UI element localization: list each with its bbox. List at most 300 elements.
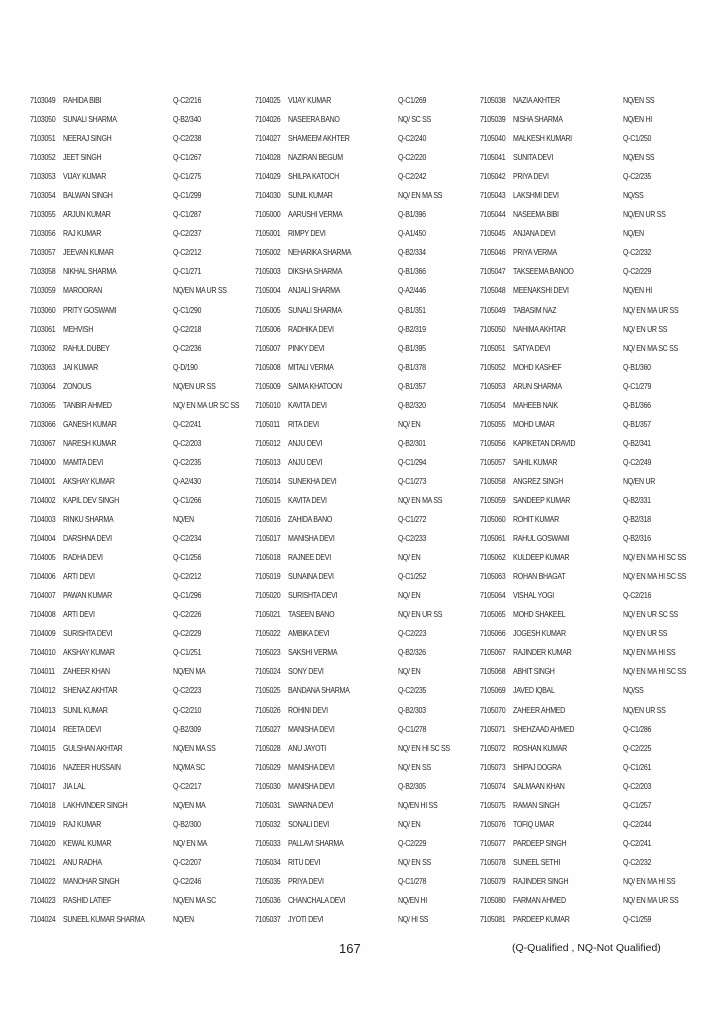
result-row <box>480 284 705 303</box>
candidate-name: GANESH KUMAR <box>63 419 117 429</box>
roll-number: 7105045 <box>480 229 506 239</box>
roll-number: 7105025 <box>255 686 281 696</box>
result-row <box>255 284 480 303</box>
candidate-name: KEWAL KUMAR <box>63 838 112 848</box>
result-row <box>480 627 705 646</box>
result-row <box>255 399 480 418</box>
candidate-name: ZAHEER KHAN <box>63 667 110 677</box>
result-row <box>255 227 480 246</box>
result-status: NQ/EN <box>173 915 194 925</box>
candidate-name: KULDEEP KUMAR <box>513 553 570 563</box>
candidate-name: SUNIL KUMAR <box>63 705 108 715</box>
roll-number: 7105070 <box>480 705 506 715</box>
result-row <box>30 475 255 494</box>
result-row <box>255 437 480 456</box>
candidate-name: VIJAY KUMAR <box>288 96 331 105</box>
result-row <box>480 94 705 113</box>
roll-number: 7105079 <box>480 876 506 886</box>
roll-number: 7105044 <box>480 210 506 220</box>
result-status: Q-C1/257 <box>623 800 652 810</box>
result-row <box>255 151 480 170</box>
candidate-name: RAJINDER SINGH <box>513 876 569 886</box>
roll-number: 7105043 <box>480 191 506 201</box>
result-status: NQ/ EN MA UR SC SS <box>173 400 240 410</box>
candidate-name: ANJU DEVI <box>288 457 323 467</box>
result-status: Q-B2/340 <box>173 115 201 125</box>
result-status: NQ/SS <box>623 191 644 201</box>
result-status: NQ/EN <box>173 515 194 525</box>
roll-number: 7105030 <box>255 781 281 791</box>
roll-number: 7103049 <box>30 96 56 105</box>
roll-number: 7105075 <box>480 800 506 810</box>
result-status: Q-C2/229 <box>623 267 652 277</box>
result-status: NQ/EN MA <box>173 800 206 810</box>
result-status: Q-C1/299 <box>173 191 202 201</box>
result-row <box>255 342 480 361</box>
result-status: Q-C2/241 <box>173 419 202 429</box>
result-status: Q-C2/233 <box>398 534 427 544</box>
roll-number: 7105031 <box>255 800 281 810</box>
candidate-name: RAJINDER KUMAR <box>513 648 572 658</box>
result-status: NQ/ EN SS <box>398 762 431 772</box>
result-row <box>255 684 480 703</box>
roll-number: 7104026 <box>255 115 281 125</box>
result-row <box>480 399 705 418</box>
result-status: Q-A2/446 <box>398 286 426 296</box>
result-row <box>30 304 255 323</box>
result-row <box>480 608 705 627</box>
result-row <box>30 208 255 227</box>
result-row <box>30 380 255 399</box>
roll-number: 7105001 <box>255 229 281 239</box>
result-status: NQ/ EN MA <box>173 838 208 848</box>
result-status: Q-C2/203 <box>623 781 652 791</box>
roll-number: 7105003 <box>255 267 281 277</box>
result-status: NQ/EN UR SS <box>623 210 666 220</box>
candidate-name: PRIYA VERMA <box>513 248 557 258</box>
candidate-name: SWARNA DEVI <box>288 800 334 810</box>
result-status: Q-C2/236 <box>173 343 202 353</box>
roll-number: 7105061 <box>480 534 506 544</box>
result-status: Q-B2/300 <box>173 819 201 829</box>
result-status: Q-B1/357 <box>398 381 426 391</box>
result-status: NQ/ EN <box>398 667 421 677</box>
candidate-name: SATYA DEVI <box>513 343 551 353</box>
result-row <box>255 589 480 608</box>
result-row <box>480 456 705 475</box>
result-status: Q-A2/430 <box>173 476 201 486</box>
result-row <box>30 227 255 246</box>
roll-number: 7105080 <box>480 895 506 905</box>
candidate-name: AARUSHI VERMA <box>288 210 343 220</box>
result-status: Q-C2/235 <box>398 686 427 696</box>
roll-number: 7105069 <box>480 686 506 696</box>
candidate-name: SALMAAN KHAN <box>513 781 565 791</box>
result-status: Q-B1/360 <box>623 362 651 372</box>
result-status: NQ/EN HI <box>623 115 652 125</box>
candidate-name: ANU JAYOTI <box>288 743 326 753</box>
result-row <box>30 418 255 437</box>
result-row <box>255 818 480 837</box>
result-status: NQ/ EN MA SC SS <box>623 343 678 353</box>
candidate-name: RITA DEVI <box>288 419 319 429</box>
candidate-name: DARSHNA DEVI <box>63 534 112 544</box>
roll-number: 7105063 <box>480 572 506 582</box>
candidate-name: ZONOUS <box>63 381 92 391</box>
roll-number: 7104020 <box>30 838 56 848</box>
roll-number: 7105002 <box>255 248 281 258</box>
result-status: Q-C2/246 <box>173 876 202 886</box>
result-status: NQ/ SC SS <box>398 115 431 125</box>
candidate-name: RADHA DEVI <box>63 553 103 563</box>
roll-number: 7104013 <box>30 705 56 715</box>
roll-number: 7103057 <box>30 248 56 258</box>
result-status: NQ/ EN <box>398 819 421 829</box>
result-status: Q-B1/366 <box>623 400 651 410</box>
roll-number: 7104007 <box>30 591 56 601</box>
result-row <box>480 684 705 703</box>
candidate-name: KAVITA DEVI <box>288 495 327 505</box>
result-row <box>480 570 705 589</box>
result-row <box>480 589 705 608</box>
result-row <box>480 704 705 723</box>
candidate-name: RADHIKA DEVI <box>288 324 334 334</box>
candidate-name: TANBIR AHMED <box>63 400 112 410</box>
result-status: Q-B2/318 <box>623 515 651 525</box>
result-row <box>255 132 480 151</box>
result-status: Q-C2/223 <box>398 629 427 639</box>
roll-number: 7105010 <box>255 400 281 410</box>
candidate-name: RAJ KUMAR <box>63 819 101 829</box>
result-status: Q-C1/286 <box>623 724 652 734</box>
roll-number: 7105048 <box>480 286 506 296</box>
result-row <box>255 742 480 761</box>
candidate-name: ROSHAN KUMAR <box>513 743 567 753</box>
result-row <box>480 494 705 513</box>
roll-number: 7105017 <box>255 534 281 544</box>
roll-number: 7103053 <box>30 172 56 182</box>
result-status: NQ/EN UR SS <box>173 381 216 391</box>
result-status: Q-C1/287 <box>173 210 202 220</box>
result-row <box>30 894 255 913</box>
result-row <box>30 113 255 132</box>
result-row <box>30 780 255 799</box>
candidate-name: ARJUN KUMAR <box>63 210 111 220</box>
result-status: Q-C1/279 <box>623 381 652 391</box>
result-row <box>30 437 255 456</box>
result-status: Q-C1/296 <box>173 591 202 601</box>
candidate-name: SUNEEL SETHI <box>513 857 561 867</box>
result-status: Q-C1/261 <box>623 762 652 772</box>
roll-number: 7105060 <box>480 515 506 525</box>
candidate-name: AKSHAY KUMAR <box>63 476 115 486</box>
candidate-name: SUNEEL KUMAR SHARMA <box>63 915 145 925</box>
candidate-name: BANDANA SHARMA <box>288 686 350 696</box>
roll-number: 7103050 <box>30 115 56 125</box>
roll-number: 7105041 <box>480 153 506 163</box>
candidate-name: SHILPA KATOCH <box>288 172 339 182</box>
result-row <box>30 246 255 265</box>
roll-number: 7103064 <box>30 381 56 391</box>
candidate-name: SUNEKHA DEVI <box>288 476 337 486</box>
candidate-name: SAIMA KHATOON <box>288 381 342 391</box>
candidate-name: KAPIKETAN DRAVID <box>513 438 576 448</box>
candidate-name: NASEEMA BIBI <box>513 210 559 220</box>
result-row <box>255 475 480 494</box>
result-row <box>30 589 255 608</box>
candidate-name: RIMPY DEVI <box>288 229 326 239</box>
result-row <box>30 265 255 284</box>
result-status: Q-C2/240 <box>398 134 427 144</box>
roll-number: 7105038 <box>480 96 506 105</box>
roll-number: 7105042 <box>480 172 506 182</box>
result-row <box>480 742 705 761</box>
roll-number: 7105066 <box>480 629 506 639</box>
candidate-name: SURISHTA DEVI <box>288 591 338 601</box>
result-status: NQ/ EN UR SS <box>623 629 668 639</box>
result-row <box>255 304 480 323</box>
result-status: Q-B1/351 <box>398 305 426 315</box>
roll-number: 7105049 <box>480 305 506 315</box>
result-row <box>255 780 480 799</box>
result-row <box>480 513 705 532</box>
roll-number: 7105021 <box>255 610 281 620</box>
result-status: Q-C2/234 <box>173 534 202 544</box>
result-row <box>480 532 705 551</box>
roll-number: 7105059 <box>480 495 506 505</box>
candidate-name: MITALI VERMA <box>288 362 334 372</box>
result-row <box>30 856 255 875</box>
roll-number: 7105055 <box>480 419 506 429</box>
roll-number: 7104006 <box>30 572 56 582</box>
candidate-name: FARMAN AHMED <box>513 895 566 905</box>
result-status: Q-B2/309 <box>173 724 201 734</box>
result-row <box>30 761 255 780</box>
result-status: NQ/EN SS <box>623 96 655 105</box>
candidate-name: JAI KUMAR <box>63 362 98 372</box>
result-row <box>255 418 480 437</box>
candidate-name: SUNITA DEVI <box>513 153 553 163</box>
roll-number: 7105068 <box>480 667 506 677</box>
roll-number: 7104028 <box>255 153 281 163</box>
roll-number: 7105058 <box>480 476 506 486</box>
roll-number: 7103056 <box>30 229 56 239</box>
roll-number: 7105029 <box>255 762 281 772</box>
candidate-name: LAKSHMI DEVI <box>513 191 559 201</box>
candidate-name: MANISHA DEVI <box>288 534 335 544</box>
candidate-name: GULSHAN AKHTAR <box>63 743 123 753</box>
candidate-name: JIA LAL <box>63 781 86 791</box>
candidate-name: SHENAZ AKHTAR <box>63 686 118 696</box>
roll-number: 7103055 <box>30 210 56 220</box>
roll-number: 7105016 <box>255 515 281 525</box>
result-row <box>30 742 255 761</box>
candidate-name: NAHIMA AKHTAR <box>513 324 566 334</box>
result-row <box>30 723 255 742</box>
candidate-name: JOGESH KUMAR <box>513 629 566 639</box>
candidate-name: MOHD SHAKEEL <box>513 610 566 620</box>
candidate-name: VIJAY KUMAR <box>63 172 106 182</box>
result-status: Q-C2/216 <box>623 591 652 601</box>
result-status: Q-B2/320 <box>398 400 426 410</box>
result-status: NQ/ EN MA SS <box>398 191 443 201</box>
candidate-name: KAVITA DEVI <box>288 400 327 410</box>
candidate-name: CHANCHALA DEVI <box>288 895 346 905</box>
status-legend: (Q-Qualified , NQ-Not Qualified) <box>512 942 661 954</box>
result-status: NQ/EN HI <box>623 286 652 296</box>
roll-number: 7104027 <box>255 134 281 144</box>
roll-number: 7103066 <box>30 419 56 429</box>
result-row <box>255 494 480 513</box>
result-status: Q-C2/244 <box>623 819 652 829</box>
result-status: NQ/ EN <box>398 553 421 563</box>
candidate-name: SUNIL KUMAR <box>288 191 333 201</box>
roll-number: 7104022 <box>30 876 56 886</box>
result-row <box>30 875 255 894</box>
candidate-name: NEERAJ SINGH <box>63 134 112 144</box>
result-status: Q-B2/303 <box>398 705 426 715</box>
result-status: Q-D/190 <box>173 362 198 372</box>
candidate-name: RAMAN SINGH <box>513 800 560 810</box>
roll-number: 7103051 <box>30 134 56 144</box>
result-row <box>480 837 705 856</box>
result-status: Q-C2/218 <box>173 324 202 334</box>
candidate-name: NEHARIKA SHARMA <box>288 248 352 258</box>
roll-number: 7104014 <box>30 724 56 734</box>
candidate-name: RAJ KUMAR <box>63 229 101 239</box>
result-row <box>30 799 255 818</box>
candidate-name: MANISHA DEVI <box>288 724 335 734</box>
candidate-name: PRIYA DEVI <box>288 876 324 886</box>
result-status: NQ/ EN <box>398 591 421 601</box>
result-status: Q-C2/226 <box>173 610 202 620</box>
roll-number: 7104009 <box>30 629 56 639</box>
result-row <box>30 342 255 361</box>
result-status: NQ/EN UR <box>623 476 656 486</box>
candidate-name: NAZIA AKHTER <box>513 96 560 105</box>
result-row <box>30 170 255 189</box>
result-status: NQ/ EN MA UR SS <box>623 895 679 905</box>
result-status: Q-C2/237 <box>173 229 202 239</box>
result-row <box>480 723 705 742</box>
candidate-name: AKSHAY KUMAR <box>63 648 115 658</box>
result-row <box>255 323 480 342</box>
result-row <box>480 761 705 780</box>
result-status: Q-B2/316 <box>623 534 651 544</box>
candidate-name: RAHUL GOSWAMI <box>513 534 570 544</box>
result-status: Q-C2/212 <box>173 248 202 258</box>
result-status: Q-C1/250 <box>623 134 652 144</box>
result-status: Q-C1/272 <box>398 515 427 525</box>
candidate-name: SHAMEEM AKHTER <box>288 134 350 144</box>
result-row <box>255 761 480 780</box>
roll-number: 7103067 <box>30 438 56 448</box>
result-row <box>480 246 705 265</box>
result-status: Q-C2/225 <box>623 743 652 753</box>
candidate-name: JEEVAN KUMAR <box>63 248 114 258</box>
result-status: NQ/EN MA UR SS <box>173 286 227 296</box>
candidate-name: MANISHA DEVI <box>288 781 335 791</box>
roll-number: 7103062 <box>30 343 56 353</box>
result-row <box>480 208 705 227</box>
result-status: Q-C2/203 <box>173 438 202 448</box>
result-row <box>480 818 705 837</box>
result-status: NQ/EN <box>623 229 644 239</box>
result-status: NQ/EN MA <box>173 667 206 677</box>
roll-number: 7104029 <box>255 172 281 182</box>
roll-number: 7105039 <box>480 115 506 125</box>
candidate-name: MANOHAR SINGH <box>63 876 120 886</box>
roll-number: 7105074 <box>480 781 506 791</box>
candidate-name: ROHIT KUMAR <box>513 515 559 525</box>
roll-number: 7105071 <box>480 724 506 734</box>
result-row <box>255 265 480 284</box>
roll-number: 7104016 <box>30 762 56 772</box>
result-status: Q-C1/251 <box>173 648 202 658</box>
result-status: Q-A1/450 <box>398 229 426 239</box>
result-status: Q-B2/331 <box>623 495 651 505</box>
result-row <box>480 342 705 361</box>
candidate-name: ROHINI DEVI <box>288 705 328 715</box>
roll-number: 7105051 <box>480 343 506 353</box>
result-status: Q-C1/278 <box>398 724 427 734</box>
result-status: NQ/ EN UR SS <box>623 324 668 334</box>
result-status: NQ/ EN MA HI SS <box>623 648 676 658</box>
candidate-name: SAKSHI VERMA <box>288 648 338 658</box>
candidate-name: PAWAN KUMAR <box>63 591 112 601</box>
candidate-name: SHIPAJ DOGRA <box>513 762 562 772</box>
result-row <box>255 94 480 113</box>
roll-number: 7105057 <box>480 457 506 467</box>
result-row <box>480 475 705 494</box>
roll-number: 7105013 <box>255 457 281 467</box>
result-status: Q-C1/267 <box>173 153 202 163</box>
roll-number: 7105062 <box>480 553 506 563</box>
result-status: Q-C1/259 <box>623 915 652 925</box>
candidate-name: TOFIQ UMAR <box>513 819 555 829</box>
result-status: NQ/ EN UR SS <box>398 610 443 620</box>
candidate-name: RINKU SHARMA <box>63 515 114 525</box>
result-status: Q-C2/229 <box>398 838 427 848</box>
candidate-name: DIKSHA SHARMA <box>288 267 343 277</box>
result-row <box>480 132 705 151</box>
candidate-name: PRIYA DEVI <box>513 172 549 182</box>
result-status: Q-C1/273 <box>398 476 427 486</box>
result-status: Q-B2/334 <box>398 248 426 258</box>
result-status: NQ/MA SC <box>173 762 206 772</box>
result-row <box>480 894 705 913</box>
result-status: Q-B2/301 <box>398 438 426 448</box>
roll-number: 7105034 <box>255 857 281 867</box>
result-status: Q-C2/235 <box>623 172 652 182</box>
candidate-name: REETA DEVI <box>63 724 101 734</box>
roll-number: 7105078 <box>480 857 506 867</box>
candidate-name: JAVED IQBAL <box>513 686 555 696</box>
roll-number: 7105000 <box>255 210 281 220</box>
result-row <box>480 323 705 342</box>
result-row <box>480 437 705 456</box>
result-status: NQ/ EN UR SC SS <box>623 610 678 620</box>
roll-number: 7105011 <box>255 419 280 429</box>
result-row <box>255 246 480 265</box>
result-row <box>255 208 480 227</box>
results-column-3 <box>480 94 705 932</box>
roll-number: 7105077 <box>480 838 506 848</box>
roll-number: 7103061 <box>30 324 56 334</box>
roll-number: 7105012 <box>255 438 281 448</box>
roll-number: 7104000 <box>30 457 56 467</box>
result-row <box>255 361 480 380</box>
